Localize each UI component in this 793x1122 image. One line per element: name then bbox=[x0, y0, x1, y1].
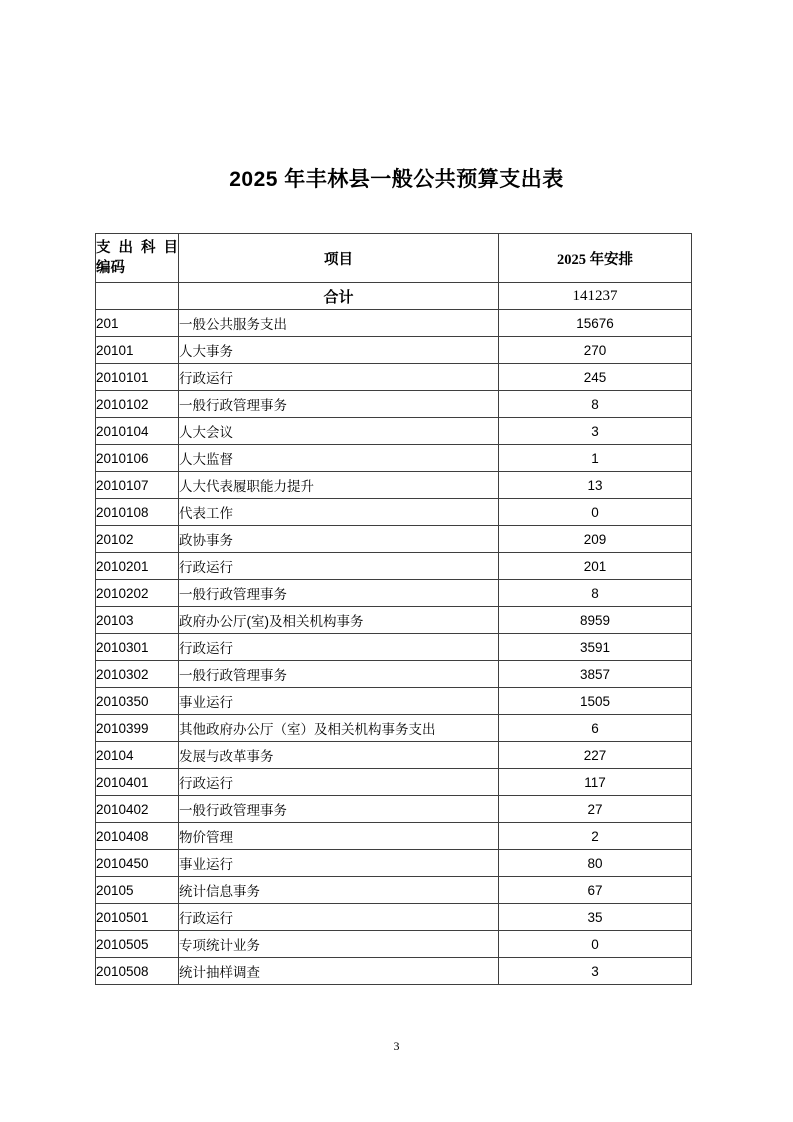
cell-amount-2025: 0 bbox=[499, 499, 692, 526]
table-row bbox=[96, 391, 692, 418]
cell-expenditure-code: 2010202 bbox=[96, 580, 179, 607]
table-body bbox=[96, 283, 692, 985]
cell-item-name: 物价管理 bbox=[179, 823, 499, 850]
cell-item-name: 事业运行 bbox=[179, 688, 499, 715]
column-header-code bbox=[96, 234, 179, 283]
cell-amount-2025: 270 bbox=[499, 337, 692, 364]
document-title: 2025 年丰林县一般公共预算支出表 bbox=[229, 168, 564, 191]
cell-amount-2025: 6 bbox=[499, 715, 692, 742]
table-row bbox=[96, 445, 692, 472]
table-row bbox=[96, 418, 692, 445]
cell-item-name: 一般行政管理事务 bbox=[179, 391, 499, 418]
budget-table bbox=[95, 233, 692, 985]
cell-expenditure-code: 2010108 bbox=[96, 499, 179, 526]
table-row bbox=[96, 877, 692, 904]
cell-expenditure-code: 20102 bbox=[96, 526, 179, 553]
cell-expenditure-code: 201 bbox=[96, 310, 179, 337]
cell-item-name: 一般公共服务支出 bbox=[179, 310, 499, 337]
table-row bbox=[96, 364, 692, 391]
cell-item-name: 一般行政管理事务 bbox=[179, 661, 499, 688]
cell-amount-2025: 3591 bbox=[499, 634, 692, 661]
cell-item-name: 行政运行 bbox=[179, 904, 499, 931]
header-row bbox=[96, 234, 692, 283]
cell-amount-2025: 3 bbox=[499, 418, 692, 445]
column-header-amount: 2025 年安排 bbox=[499, 234, 692, 283]
cell-amount-2025: 3857 bbox=[499, 661, 692, 688]
column-header-code-line1: 支 出 科 目 bbox=[96, 239, 178, 256]
table-row bbox=[96, 850, 692, 877]
table-header bbox=[96, 234, 692, 283]
cell-amount-2025: 227 bbox=[499, 742, 692, 769]
table-row bbox=[96, 769, 692, 796]
cell-item-name: 专项统计业务 bbox=[179, 931, 499, 958]
cell-expenditure-code: 2010102 bbox=[96, 391, 179, 418]
cell-item-name: 一般行政管理事务 bbox=[179, 796, 499, 823]
cell-amount-2025: 3 bbox=[499, 958, 692, 985]
cell-amount-2025: 201 bbox=[499, 553, 692, 580]
column-header-code-line2: 编码 bbox=[96, 260, 125, 276]
cell-expenditure-code: 2010408 bbox=[96, 823, 179, 850]
page-number: 3 bbox=[393, 1039, 400, 1053]
cell-amount-2025: 35 bbox=[499, 904, 692, 931]
cell-item-name: 发展与改革事务 bbox=[179, 742, 499, 769]
cell-item-name: 其他政府办公厅（室）及相关机构事务支出 bbox=[179, 715, 499, 742]
table-row bbox=[96, 580, 692, 607]
cell-amount-2025: 141237 bbox=[499, 283, 692, 310]
cell-amount-2025: 117 bbox=[499, 769, 692, 796]
cell-amount-2025: 80 bbox=[499, 850, 692, 877]
cell-item-name: 人大事务 bbox=[179, 337, 499, 364]
cell-amount-2025: 245 bbox=[499, 364, 692, 391]
table-row bbox=[96, 283, 692, 310]
cell-amount-2025: 1 bbox=[499, 445, 692, 472]
cell-item-name: 政协事务 bbox=[179, 526, 499, 553]
cell-amount-2025: 0 bbox=[499, 931, 692, 958]
cell-item-name: 行政运行 bbox=[179, 634, 499, 661]
cell-expenditure-code: 2010201 bbox=[96, 553, 179, 580]
cell-expenditure-code: 2010501 bbox=[96, 904, 179, 931]
cell-expenditure-code: 2010401 bbox=[96, 769, 179, 796]
cell-amount-2025: 2 bbox=[499, 823, 692, 850]
cell-amount-2025: 67 bbox=[499, 877, 692, 904]
cell-expenditure-code: 20104 bbox=[96, 742, 179, 769]
cell-amount-2025: 27 bbox=[499, 796, 692, 823]
cell-amount-2025: 1505 bbox=[499, 688, 692, 715]
table-row bbox=[96, 958, 692, 985]
cell-item-name: 人大监督 bbox=[179, 445, 499, 472]
cell-amount-2025: 13 bbox=[499, 472, 692, 499]
cell-item-name: 统计抽样调查 bbox=[179, 958, 499, 985]
cell-expenditure-code: 2010508 bbox=[96, 958, 179, 985]
cell-expenditure-code: 2010505 bbox=[96, 931, 179, 958]
table-row bbox=[96, 472, 692, 499]
cell-item-name: 人大会议 bbox=[179, 418, 499, 445]
cell-expenditure-code: 2010402 bbox=[96, 796, 179, 823]
table-row bbox=[96, 607, 692, 634]
cell-item-name: 行政运行 bbox=[179, 553, 499, 580]
cell-item-name: 人大代表履职能力提升 bbox=[179, 472, 499, 499]
cell-amount-2025: 8959 bbox=[499, 607, 692, 634]
cell-item-name: 代表工作 bbox=[179, 499, 499, 526]
cell-amount-2025: 8 bbox=[499, 580, 692, 607]
cell-amount-2025: 8 bbox=[499, 391, 692, 418]
cell-expenditure-code: 2010106 bbox=[96, 445, 179, 472]
table-row bbox=[96, 337, 692, 364]
cell-amount-2025: 209 bbox=[499, 526, 692, 553]
column-header-item: 项目 bbox=[179, 234, 499, 283]
table-row bbox=[96, 634, 692, 661]
table-row bbox=[96, 688, 692, 715]
table-row bbox=[96, 796, 692, 823]
cell-expenditure-code: 2010107 bbox=[96, 472, 179, 499]
table-row bbox=[96, 526, 692, 553]
cell-expenditure-code: 2010450 bbox=[96, 850, 179, 877]
cell-item-name: 政府办公厅(室)及相关机构事务 bbox=[179, 607, 499, 634]
cell-expenditure-code bbox=[96, 283, 179, 310]
cell-expenditure-code: 20101 bbox=[96, 337, 179, 364]
cell-amount-2025: 15676 bbox=[499, 310, 692, 337]
cell-expenditure-code: 2010101 bbox=[96, 364, 179, 391]
table-row bbox=[96, 553, 692, 580]
cell-expenditure-code: 2010302 bbox=[96, 661, 179, 688]
table-row bbox=[96, 931, 692, 958]
cell-item-name: 一般行政管理事务 bbox=[179, 580, 499, 607]
cell-expenditure-code: 2010350 bbox=[96, 688, 179, 715]
cell-item-name: 合计 bbox=[179, 283, 499, 310]
table-row bbox=[96, 499, 692, 526]
cell-expenditure-code: 20103 bbox=[96, 607, 179, 634]
table-row bbox=[96, 310, 692, 337]
cell-item-name: 行政运行 bbox=[179, 769, 499, 796]
cell-item-name: 行政运行 bbox=[179, 364, 499, 391]
cell-item-name: 事业运行 bbox=[179, 850, 499, 877]
cell-expenditure-code: 20105 bbox=[96, 877, 179, 904]
table-row bbox=[96, 904, 692, 931]
cell-expenditure-code: 2010104 bbox=[96, 418, 179, 445]
cell-item-name: 统计信息事务 bbox=[179, 877, 499, 904]
table-row bbox=[96, 742, 692, 769]
cell-expenditure-code: 2010301 bbox=[96, 634, 179, 661]
table-row bbox=[96, 823, 692, 850]
cell-expenditure-code: 2010399 bbox=[96, 715, 179, 742]
table-row bbox=[96, 661, 692, 688]
table-row bbox=[96, 715, 692, 742]
